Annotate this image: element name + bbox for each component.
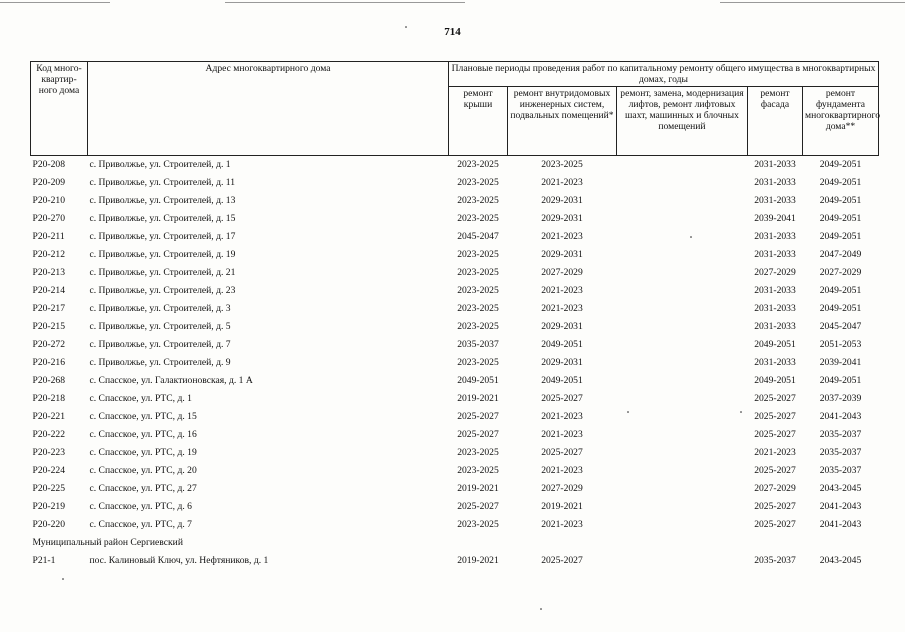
- cell-elevators: [617, 210, 748, 228]
- cell-elevators: [617, 246, 748, 264]
- capital-repair-table: [30, 61, 879, 570]
- cell-utilities: 2021-2023: [541, 177, 583, 188]
- section-row: [31, 534, 879, 552]
- cell-roof: 2025-2027: [457, 411, 499, 422]
- cell-foundation: 2041-2043: [819, 411, 862, 422]
- cell-elevators: [617, 426, 748, 444]
- table-row: [31, 282, 879, 300]
- cell-facade: 2027-2029: [754, 483, 796, 494]
- table-row: [31, 156, 879, 175]
- cell-foundation: 2049-2051: [819, 285, 862, 296]
- cell-roof: 2019-2021: [457, 555, 499, 566]
- cell-elevators: [617, 498, 748, 516]
- table-row: [31, 426, 879, 444]
- header-periods: Плановые периоды проведения работ по капитальному ремонту общего имущества в многоквартирных домах, годы: [449, 62, 879, 87]
- cell-facade: 2025-2027: [754, 465, 796, 476]
- cell-code: Р21-1: [32, 555, 56, 566]
- cell-code: Р20-270: [32, 213, 66, 224]
- cell-utilities: 2049-2051: [541, 375, 583, 386]
- cell-roof: 2023-2025: [457, 321, 499, 332]
- cell-code: Р20-208: [32, 159, 66, 170]
- cell-code: Р20-214: [32, 285, 66, 296]
- header-roof: ремонт крыши: [449, 87, 508, 156]
- scan-speck: [62, 578, 64, 580]
- cell-code: Р20-217: [32, 303, 66, 314]
- cell-code: Р20-220: [32, 519, 66, 530]
- cell-code: Р20-268: [32, 375, 66, 386]
- cell-address: с. Приволжье, ул. Строителей, д. 11: [89, 177, 236, 188]
- page-number: 714: [444, 26, 461, 38]
- header-address: Адрес многоквартирного дома: [88, 62, 449, 156]
- cell-facade: 2031-2033: [754, 231, 796, 242]
- cell-foundation: 2041-2043: [819, 501, 862, 512]
- cell-address: с. Спасское, ул. РТС, д. 15: [89, 411, 197, 422]
- cell-address: с. Спасское, ул. РТС, д. 19: [89, 447, 197, 458]
- cell-facade: 2031-2033: [754, 159, 796, 170]
- cell-facade: 2039-2041: [754, 213, 796, 224]
- cell-address: с. Приволжье, ул. Строителей, д. 3: [89, 303, 231, 314]
- cell-code: Р20-218: [32, 393, 66, 404]
- cell-facade: 2025-2027: [754, 393, 796, 404]
- cell-address: с. Спасское, ул. Галактионовская, д. 1 А: [89, 375, 253, 386]
- cell-facade: 2025-2027: [754, 519, 796, 530]
- cell-code: Р20-224: [32, 465, 66, 476]
- cell-elevators: [617, 444, 748, 462]
- cell-foundation: 2049-2051: [819, 195, 862, 206]
- cell-code: Р20-272: [32, 339, 66, 350]
- cell-address: с. Приволжье, ул. Строителей, д. 19: [89, 249, 236, 260]
- cell-address: с. Спасское, ул. РТС, д. 1: [89, 393, 192, 404]
- cell-foundation: 2041-2043: [819, 519, 862, 530]
- table-row: [31, 480, 879, 498]
- table-row: [31, 336, 879, 354]
- table-row: [31, 516, 879, 534]
- cell-elevators: [617, 552, 748, 570]
- cell-elevators: [617, 264, 748, 282]
- cell-address: с. Спасское, ул. РТС, д. 20: [89, 465, 197, 476]
- cell-address: с. Приволжье, ул. Строителей, д. 1: [89, 159, 231, 170]
- cell-elevators: [617, 282, 748, 300]
- cell-utilities: 2023-2025: [541, 159, 583, 170]
- cell-roof: 2035-2037: [457, 339, 499, 350]
- cell-facade: 2025-2027: [754, 411, 796, 422]
- cell-roof: 2023-2025: [457, 249, 499, 260]
- cell-utilities: 2021-2023: [541, 465, 583, 476]
- cell-foundation: 2035-2037: [819, 447, 862, 458]
- cell-foundation: 2039-2041: [819, 357, 862, 368]
- cell-address: с. Приволжье, ул. Строителей, д. 5: [89, 321, 231, 332]
- cell-facade: 2049-2051: [754, 339, 796, 350]
- cell-foundation: 2043-2045: [819, 555, 862, 566]
- table-row: [31, 264, 879, 282]
- cell-foundation: 2037-2039: [819, 393, 862, 404]
- scan-speck: [405, 26, 407, 28]
- table-row: [31, 246, 879, 264]
- cell-code: Р20-211: [32, 231, 65, 242]
- cell-utilities: 2025-2027: [541, 447, 583, 458]
- cell-utilities: 2049-2051: [541, 339, 583, 350]
- cell-utilities: 2021-2023: [541, 231, 583, 242]
- header-facade: ремонт фасада: [748, 87, 803, 156]
- cell-code: Р20-213: [32, 267, 66, 278]
- cell-address: с. Приволжье, ул. Строителей, д. 17: [89, 231, 236, 242]
- cell-code: Р20-210: [32, 195, 66, 206]
- cell-facade: 2031-2033: [754, 249, 796, 260]
- cell-address: с. Приволжье, ул. Строителей, д. 7: [89, 339, 231, 350]
- cell-utilities: 2029-2031: [541, 213, 583, 224]
- cell-elevators: [617, 228, 748, 246]
- cell-address: с. Спасское, ул. РТС, д. 6: [89, 501, 192, 512]
- cell-foundation: 2049-2051: [819, 231, 862, 242]
- cell-code: Р20-209: [32, 177, 66, 188]
- cell-roof: 2025-2027: [457, 501, 499, 512]
- cell-facade: 2031-2033: [754, 303, 796, 314]
- cell-foundation: 2045-2047: [819, 321, 862, 332]
- cell-address: с. Приволжье, ул. Строителей, д. 9: [89, 357, 231, 368]
- cell-roof: 2045-2047: [457, 231, 499, 242]
- table-row: [31, 210, 879, 228]
- cell-facade: 2035-2037: [754, 555, 796, 566]
- table-row: [31, 354, 879, 372]
- table-row: [31, 318, 879, 336]
- header-foundation: ремонт фундамента многоквартирного дома**: [803, 87, 879, 156]
- table-row: [31, 462, 879, 480]
- cell-facade: 2027-2029: [754, 267, 796, 278]
- cell-facade: 2031-2033: [754, 285, 796, 296]
- cell-address: пос. Калиновый Ключ, ул. Нефтяников, д. 1: [89, 555, 269, 566]
- scan-artifact-line: [720, 2, 905, 3]
- table-row: [31, 498, 879, 516]
- cell-utilities: 2021-2023: [541, 411, 583, 422]
- cell-foundation: 2049-2051: [819, 159, 862, 170]
- table-row: [31, 174, 879, 192]
- cell-elevators: [617, 354, 748, 372]
- cell-elevators: [617, 480, 748, 498]
- scan-artifact-line: [225, 2, 465, 3]
- cell-roof: 2023-2025: [457, 177, 499, 188]
- cell-utilities: 2019-2021: [541, 501, 583, 512]
- cell-utilities: 2029-2031: [541, 195, 583, 206]
- cell-roof: 2023-2025: [457, 195, 499, 206]
- cell-facade: 2049-2051: [754, 375, 796, 386]
- table-row: [31, 228, 879, 246]
- cell-utilities: 2021-2023: [541, 429, 583, 440]
- cell-utilities: 2025-2027: [541, 393, 583, 404]
- cell-elevators: [617, 372, 748, 390]
- cell-utilities: 2021-2023: [541, 285, 583, 296]
- cell-elevators: [617, 174, 748, 192]
- cell-foundation: 2027-2029: [819, 267, 862, 278]
- cell-roof: 2019-2021: [457, 393, 499, 404]
- cell-code: Р20-212: [32, 249, 66, 260]
- cell-elevators: [617, 462, 748, 480]
- header-elevators: ремонт, замена, модернизация лифтов, ремонт лифтовых шахт, машинных и блочных помещений: [617, 87, 748, 156]
- cell-facade: 2031-2033: [754, 321, 796, 332]
- cell-foundation: 2049-2051: [819, 213, 862, 224]
- cell-roof: 2023-2025: [457, 519, 499, 530]
- cell-utilities: 2027-2029: [541, 267, 583, 278]
- cell-code: Р20-225: [32, 483, 66, 494]
- cell-address: с. Приволжье, ул. Строителей, д. 21: [89, 267, 236, 278]
- cell-address: с. Приволжье, ул. Строителей, д. 13: [89, 195, 236, 206]
- cell-elevators: [617, 192, 748, 210]
- table-row: [31, 444, 879, 462]
- table-row: [31, 300, 879, 318]
- cell-address: с. Спасское, ул. РТС, д. 27: [89, 483, 197, 494]
- scan-artifact-line: [0, 2, 110, 3]
- table-row: [31, 372, 879, 390]
- cell-code: Р20-222: [32, 429, 66, 440]
- cell-roof: 2049-2051: [457, 375, 499, 386]
- cell-elevators: [617, 408, 748, 426]
- table-body: [31, 156, 879, 571]
- scan-speck: [540, 608, 542, 610]
- cell-foundation: 2051-2053: [819, 339, 862, 350]
- cell-code: Р20-216: [32, 357, 66, 368]
- table-row: [31, 390, 879, 408]
- cell-code: Р20-223: [32, 447, 66, 458]
- cell-address: с. Приволжье, ул. Строителей, д. 15: [89, 213, 236, 224]
- cell-facade: 2031-2033: [754, 357, 796, 368]
- table-row: [31, 408, 879, 426]
- cell-foundation: 2035-2037: [819, 465, 862, 476]
- cell-utilities: 2029-2031: [541, 321, 583, 332]
- cell-roof: 2023-2025: [457, 303, 499, 314]
- cell-utilities: 2029-2031: [541, 249, 583, 260]
- cell-roof: 2023-2025: [457, 285, 499, 296]
- cell-facade: 2025-2027: [754, 429, 796, 440]
- cell-address: с. Спасское, ул. РТС, д. 16: [89, 429, 197, 440]
- cell-code: Р20-215: [32, 321, 66, 332]
- scan-speck: [740, 411, 742, 413]
- section-title: Муниципальный район Сергиевский: [32, 537, 183, 548]
- table-row: [31, 192, 879, 210]
- cell-elevators: [617, 156, 748, 175]
- cell-foundation: 2047-2049: [819, 249, 862, 260]
- cell-roof: 2023-2025: [457, 465, 499, 476]
- cell-code: Р20-221: [32, 411, 66, 422]
- cell-roof: 2023-2025: [457, 159, 499, 170]
- cell-roof: 2023-2025: [457, 213, 499, 224]
- scan-speck: [627, 411, 629, 413]
- cell-facade: 2021-2023: [754, 447, 796, 458]
- header-code: Код много-квартир-ного дома: [31, 62, 88, 156]
- cell-facade: 2031-2033: [754, 177, 796, 188]
- cell-address: с. Спасское, ул. РТС, д. 7: [89, 519, 192, 530]
- scan-speck: [690, 236, 692, 238]
- cell-roof: 2025-2027: [457, 429, 499, 440]
- cell-roof: 2023-2025: [457, 357, 499, 368]
- cell-elevators: [617, 318, 748, 336]
- cell-facade: 2031-2033: [754, 195, 796, 206]
- cell-elevators: [617, 516, 748, 534]
- header-utilities: ремонт внутридомовых инженерных систем, подвальных помещений*: [508, 87, 617, 156]
- cell-elevators: [617, 336, 748, 354]
- table-row: [31, 552, 879, 570]
- table-header: [31, 62, 879, 156]
- cell-elevators: [617, 390, 748, 408]
- cell-utilities: 2021-2023: [541, 303, 583, 314]
- cell-utilities: 2027-2029: [541, 483, 583, 494]
- cell-utilities: 2025-2027: [541, 555, 583, 566]
- cell-roof: 2023-2025: [457, 447, 499, 458]
- cell-roof: 2019-2021: [457, 483, 499, 494]
- cell-utilities: 2021-2023: [541, 519, 583, 530]
- cell-foundation: 2035-2037: [819, 429, 862, 440]
- cell-roof: 2023-2025: [457, 267, 499, 278]
- cell-address: с. Приволжье, ул. Строителей, д. 23: [89, 285, 236, 296]
- cell-facade: 2025-2027: [754, 501, 796, 512]
- cell-elevators: [617, 300, 748, 318]
- cell-foundation: 2043-2045: [819, 483, 862, 494]
- cell-foundation: 2049-2051: [819, 303, 862, 314]
- cell-utilities: 2029-2031: [541, 357, 583, 368]
- cell-code: Р20-219: [32, 501, 66, 512]
- cell-foundation: 2049-2051: [819, 375, 862, 386]
- cell-foundation: 2049-2051: [819, 177, 862, 188]
